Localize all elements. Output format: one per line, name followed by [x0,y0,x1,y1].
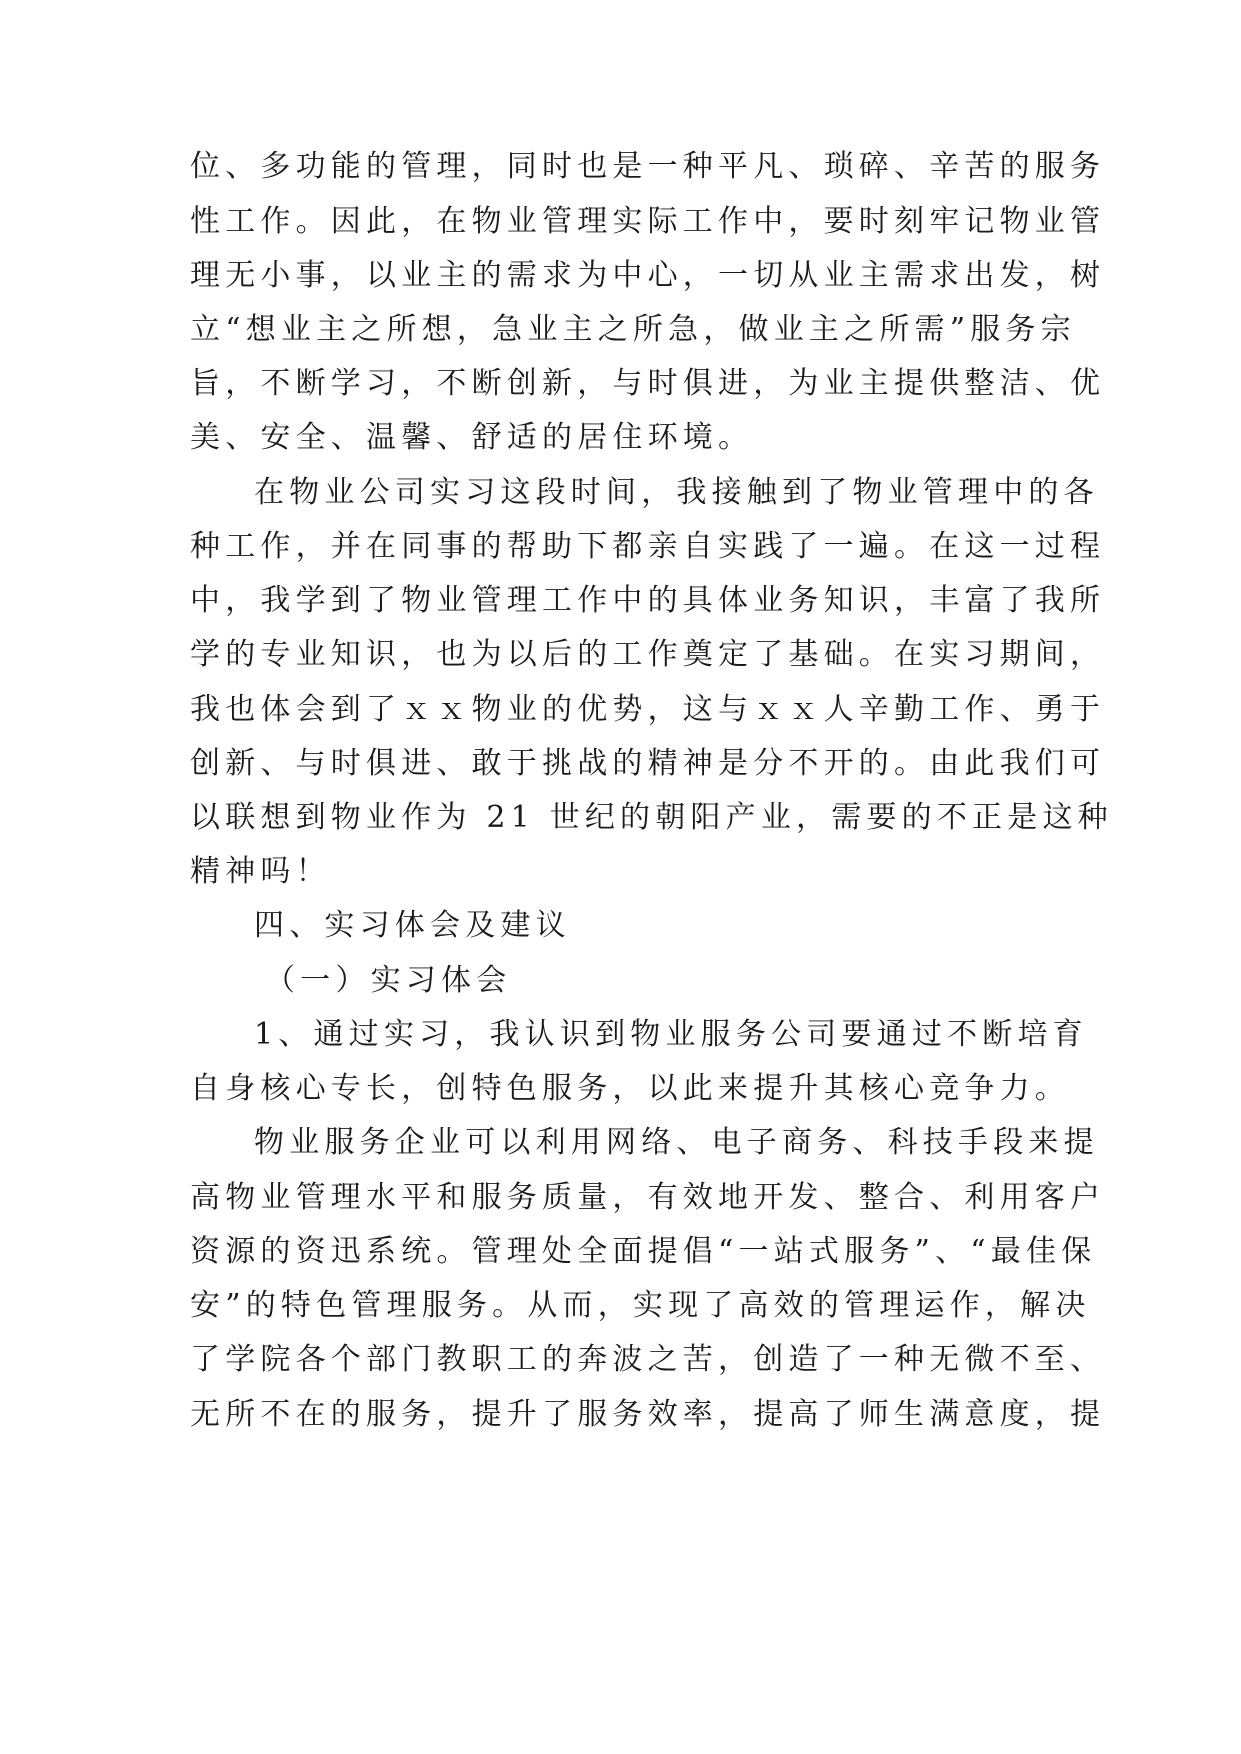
text-line: 旨，不断学习，不断创新，与时俱进，为业主提供整洁、优 [190,366,1106,401]
subsection-heading: （一）实习体会 [265,963,512,998]
text-line: 以联想到物业作为 21 世纪的朝阳产业，需要的不正是这种 [190,800,1113,835]
text-line: 安”的特色管理服务。从而，实现了高效的管理运作，解决 [190,1288,1091,1323]
text-line: 自身核心专长，创特色服务，以此来提升其核心竞争力。 [190,1071,1070,1106]
text-line: 美、安全、温馨、舒适的居住环境。 [190,420,754,455]
paragraph-first-line: 1、通过实习，我认识到物业服务公司要通过不断培育 [254,1017,1088,1052]
text-line: 高物业管理水平和服务质量，有效地开发、整合、利用客户 [190,1180,1106,1215]
text-line: 资源的资迅系统。管理处全面提倡“一站式服务”、“最佳保 [190,1234,1097,1269]
text-line: 中，我学到了物业管理工作中的具体业务知识，丰富了我所 [190,583,1106,618]
text-line: 学的专业知识，也为以后的工作奠定了基础。在实习期间， [190,637,1106,672]
section-heading: 四、实习体会及建议 [254,908,571,943]
paragraph-first-line: 物业服务企业可以利用网络、电子商务、科技手段来提 [254,1125,1099,1160]
text-line: 性工作。因此，在物业管理实际工作中，要时刻牢记物业管 [190,204,1106,239]
text-line: 创新、与时俱进、敢于挑战的精神是分不开的。由此我们可 [190,746,1106,781]
text-line: 理无小事，以业主的需求为中心，一切从业主需求出发，树 [190,258,1106,293]
text-line: 无所不在的服务，提升了服务效率，提高了师生满意度，提 [190,1397,1106,1432]
text-line: 种工作，并在同事的帮助下都亲自实践了一遍。在这一过程 [190,529,1106,564]
text-line: 了学院各个部门教职工的奔波之苦，创造了一种无微不至、 [190,1342,1106,1377]
paragraph-first-line: 在物业公司实习这段时间，我接触到了物业管理中的各 [254,475,1099,510]
text-line: 位、多功能的管理，同时也是一种平凡、琐碎、辛苦的服务 [190,149,1106,184]
text-line: 立“想业主之所想，急业主之所急，做业主之所需”服务宗 [190,312,1076,347]
text-line: 精神吗！ [190,854,331,889]
text-line: 我也体会到了ｘｘ物业的优势，这与ｘｘ人辛勤工作、勇于 [190,692,1106,727]
